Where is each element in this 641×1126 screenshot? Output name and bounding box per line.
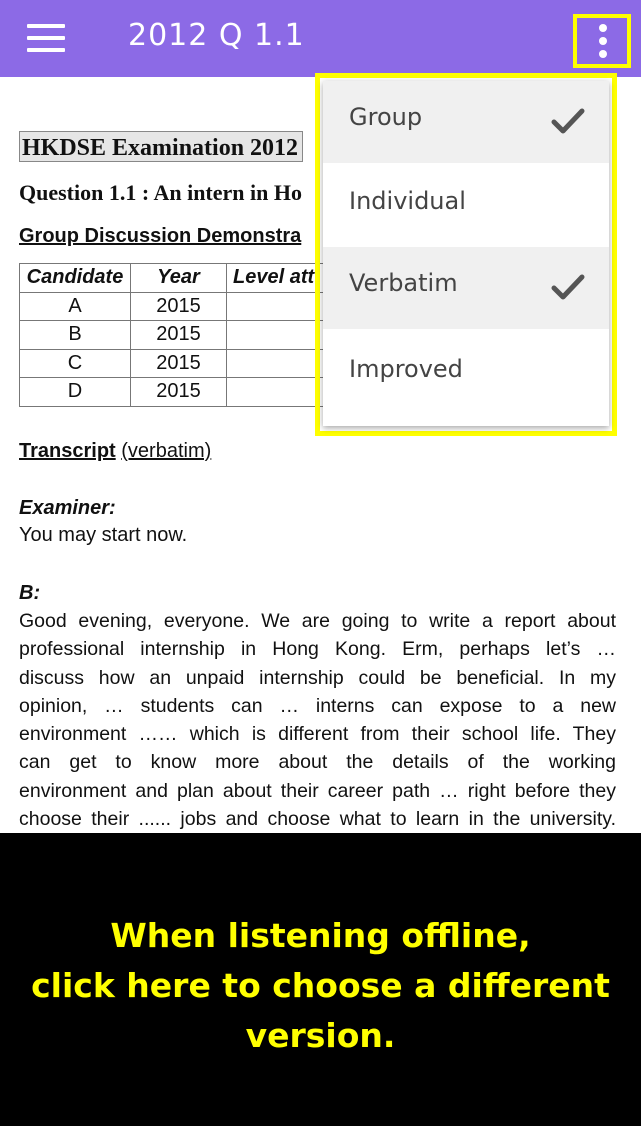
menu-item-label: Group <box>349 103 423 131</box>
table-header: Level att <box>227 264 357 293</box>
transcript-label <box>19 440 211 463</box>
more-options-button[interactable] <box>573 14 631 68</box>
paragraph-line: can get to know more about the details of the working <box>19 751 616 774</box>
more-vertical-icon <box>599 24 607 32</box>
version-dropdown-menu <box>323 81 609 426</box>
paragraph-line: professional internship in Hong Kong. Erm, perhaps let’s … <box>19 638 616 661</box>
speaker-b: B: <box>19 582 41 604</box>
menu-item-group[interactable] <box>323 81 609 163</box>
menu-item-label: Individual <box>349 187 466 215</box>
document-heading: HKDSE Examination 2012 <box>19 131 303 162</box>
menu-item-individual[interactable] <box>323 165 609 247</box>
candidate-table <box>19 263 357 407</box>
hamburger-menu-icon[interactable] <box>27 24 65 52</box>
checkmark-icon <box>551 107 585 135</box>
instruction-text <box>0 911 641 1061</box>
question-title: Question 1.1 : An intern in Ho <box>19 180 302 205</box>
menu-item-label: Improved <box>349 355 463 383</box>
instruction-banner <box>0 833 641 1126</box>
table-cell: 2015 <box>131 349 227 378</box>
paragraph-line: Good evening, everyone. We are going to write a report about <box>19 610 616 632</box>
section-title: Group Discussion Demonstra <box>19 225 302 247</box>
menu-item-improved[interactable] <box>323 333 609 415</box>
table-cell: 2015 <box>131 292 227 321</box>
menu-item-verbatim[interactable] <box>323 247 609 329</box>
transcript-version: (verbatim) <box>121 440 212 462</box>
checkmark-icon <box>551 273 585 301</box>
menu-item-label: Verbatim <box>349 269 458 297</box>
table-cell: 2015 <box>131 321 227 350</box>
table-row <box>20 321 357 350</box>
table-row <box>20 292 357 321</box>
paragraph-line: opinion, … students can … interns can expose to a new <box>19 694 616 717</box>
instruction-line: version. <box>245 1016 396 1055</box>
app-bar <box>0 0 641 77</box>
table-header-row <box>20 264 357 293</box>
table-cell: D <box>20 378 131 407</box>
paragraph-line: discuss how an unpaid internship could be beneficial. In my <box>19 666 616 689</box>
paragraph-line: environment and plan about their career path … right before they <box>19 779 616 802</box>
table-cell: 2015 <box>131 378 227 407</box>
table-row <box>20 378 357 407</box>
table-cell: C <box>20 349 131 378</box>
table-row <box>20 349 357 378</box>
transcript-title: Transcript <box>19 440 116 462</box>
table-header: Candidate <box>20 264 131 293</box>
app-title: 2012 Q 1.1 <box>128 18 305 53</box>
table-header: Year <box>131 264 227 293</box>
instruction-line: When listening offline, <box>110 916 531 955</box>
table-cell: B <box>20 321 131 350</box>
instruction-line: click here to choose a different <box>31 966 610 1005</box>
table-cell: A <box>20 292 131 321</box>
paragraph-line: environment …… which is different from their school life. They <box>19 723 616 746</box>
speaker-b-paragraph <box>19 607 616 833</box>
paragraph-line: choose their ...... jobs and choose what to learn in the university. <box>19 808 616 831</box>
examiner-line: You may start now. <box>19 524 188 546</box>
speaker-examiner: Examiner: <box>19 497 116 519</box>
